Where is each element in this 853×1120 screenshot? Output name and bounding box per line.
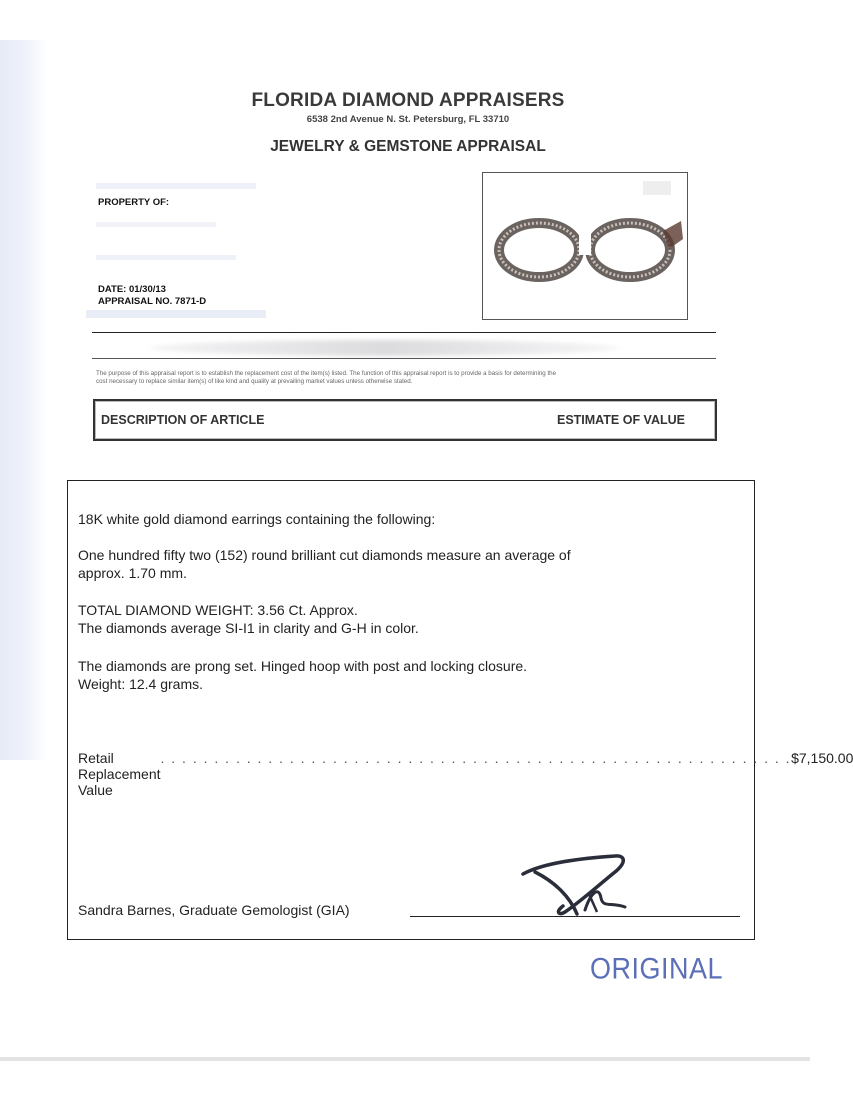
earrings-image — [483, 173, 687, 319]
document-title: JEWELRY & GEMSTONE APPRAISAL — [270, 138, 546, 155]
faded-text — [86, 310, 266, 318]
leader-dots: . . . . . . . . . . . . . . . . . . . . . . . . . . . . . . . . . . . . . . . . . . . . . . . . . . . . . . . . . . . — [160, 750, 792, 766]
company-name: FLORIDA DIAMOND APPRAISERS — [251, 90, 565, 111]
table-header — [93, 399, 717, 441]
appraisal-number: APPRAISAL NO. 7871-D — [98, 296, 207, 307]
setting-description: The diamonds are prong set. Hinged hoop with post and locking closure. — [78, 658, 528, 674]
purpose-line: cost necessary to replace similar item(s) of like kind and quality at prevailing market values unless otherwise stated. — [96, 378, 413, 385]
faded-text — [96, 255, 236, 260]
retail-value-row — [78, 750, 853, 798]
faded-text — [96, 222, 216, 227]
appraiser-name: Sandra Barnes, Graduate Gemologist (GIA) — [78, 902, 350, 918]
appraisal-date: DATE: 01/30/13 — [98, 284, 166, 295]
purpose-line: The purpose of this appraisal report is to establish the replacement cost of the item(s) listed. The function of this appraisal report is to provide a basis for determining the — [96, 370, 557, 377]
diamond-quality: The diamonds average SI-I1 in clarity and G-H in color. — [78, 620, 419, 636]
stones-description: One hundred fifty two (152) round brilliant cut diamonds measure an average of — [78, 547, 571, 563]
property-of-label: PROPERTY OF: — [98, 197, 170, 208]
divider-line — [92, 332, 716, 333]
company-address: 6538 2nd Avenue N. St. Petersburg, FL 33710 — [306, 114, 510, 125]
estimate-header: ESTIMATE OF VALUE — [556, 413, 685, 427]
article-intro: 18K white gold diamond earrings containing the following: — [78, 511, 436, 527]
scan-edge-line — [0, 1057, 810, 1061]
total-diamond-weight: TOTAL DIAMOND WEIGHT: 3.56 Ct. Approx. — [78, 602, 358, 618]
retail-value-amount: $7,150.00 — [791, 750, 853, 766]
item-photo — [482, 172, 688, 320]
description-header: DESCRIPTION OF ARTICLE — [101, 413, 265, 427]
original-stamp: ORIGINAL — [590, 952, 724, 985]
purpose-statement — [96, 370, 716, 386]
faded-text — [96, 183, 256, 189]
retail-value-label: Retail Replacement Value — [78, 750, 161, 798]
scan-smudge — [150, 340, 620, 356]
divider-line — [92, 358, 716, 359]
stones-size: approx. 1.70 mm. — [78, 565, 187, 581]
signature-image — [515, 852, 635, 922]
metal-weight: Weight: 12.4 grams. — [78, 676, 204, 692]
